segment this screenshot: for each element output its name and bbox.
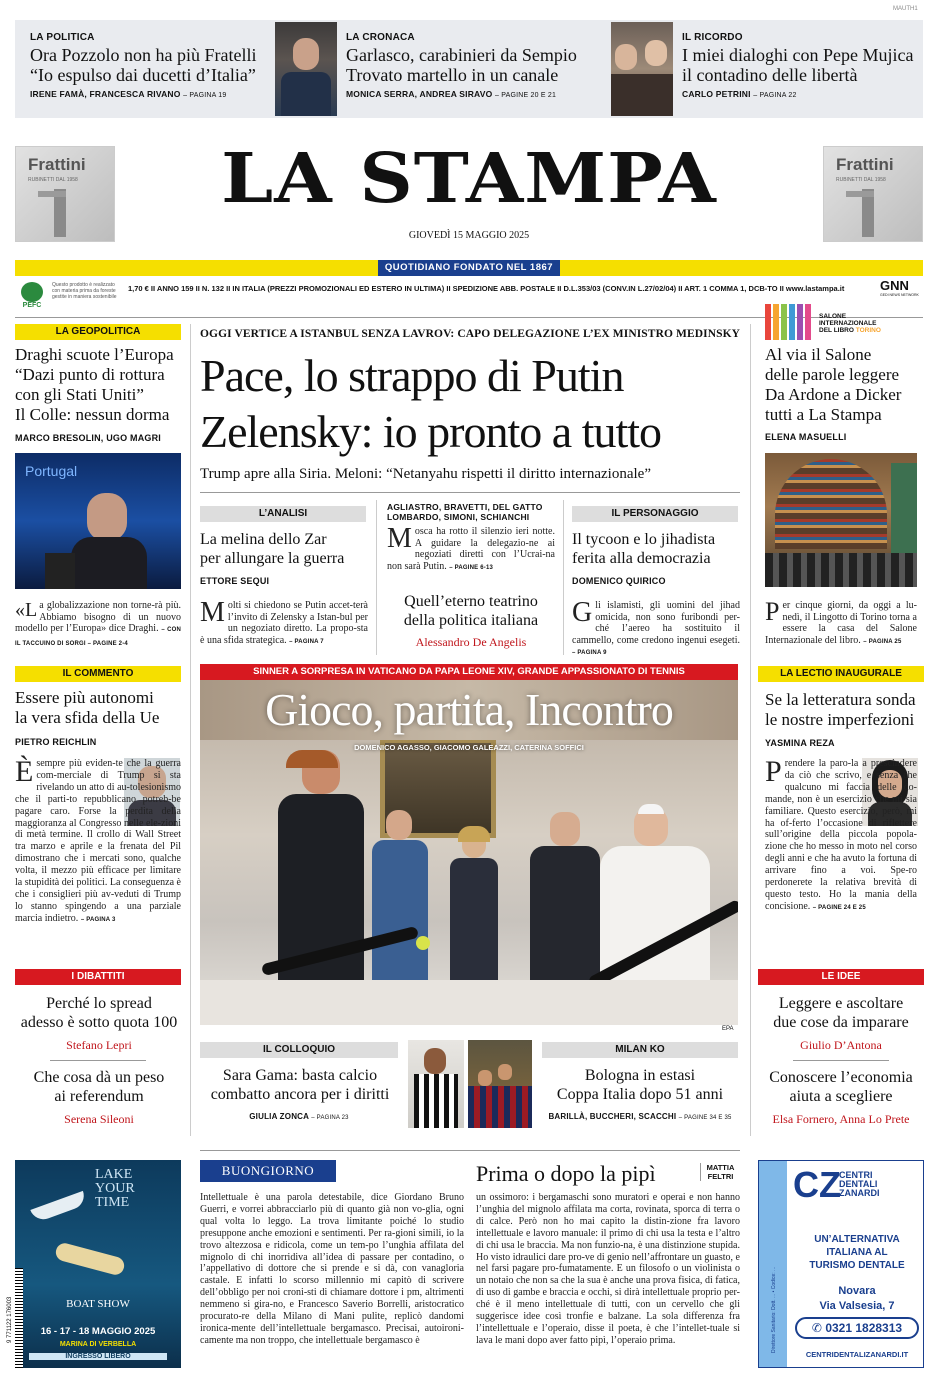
person-icon: [54, 1241, 126, 1277]
draghi-photo: Portugal: [15, 453, 181, 589]
teaser-kicker: LA CRONACA: [346, 32, 415, 43]
teaser-headline: I miei dialoghi con Pepe Mujica: [682, 45, 914, 65]
salone-photo: [765, 453, 917, 587]
geo-headline[interactable]: Draghi scuote l’Europa “Dazi punto di rottura con gli Stati Uniti” Il Colle: nessun dorma: [15, 345, 174, 424]
teaser-photo-garlasco: [275, 22, 337, 116]
bologna-photo: [468, 1040, 532, 1128]
col-rule-right: [750, 324, 751, 1136]
column-title[interactable]: Prima o dopo la pipì: [476, 1161, 656, 1186]
ad-brand: Frattini: [28, 155, 86, 174]
commento-headline[interactable]: Essere più autonomi la vera sfida della Ue: [15, 688, 160, 727]
commento-text: Èsempre più eviden-te che la guerra com-merciale di Trump si sta rivelando un atto di au-tolesionismo che il parti-to repubblicano potreb-be pagare caro. Forse la perdita della maggioranza al Congresso nelle ele-zioni di metà termine. Il crollo di Wall Street tra marzo e aprile e la frenata del Pil dimostrano che i mercati sono, qualche volta, il mezzo più efficace per limitare la stupidità dei politici. La conseguenza è che i consiglieri più av-veduti di Trump lo stanno spingendo a una parziale marcia indietro. – PAGINA 3: [15, 755, 181, 924]
ad-brand: Frattini: [836, 155, 894, 174]
ad-side-note: Direttore Sanitario: Dott. ... • Codice: ...: [771, 1266, 777, 1353]
idee-item-2[interactable]: Conoscere l’economia aiuta a scegliere Elsa Fornero, Anna Lo Prete: [769, 1069, 913, 1126]
milan-byline: BARILLÀ, BUCCHERI, SCACCHI – PAGINE 34 E 35: [548, 1112, 732, 1121]
col-rule-mid-1: [376, 500, 377, 655]
dibattiti-item-2[interactable]: Che cosa dà un peso ai referendum Serena Sileoni: [33, 1069, 165, 1126]
masthead-logo[interactable]: LA STAMPA: [221, 139, 717, 219]
floor: [200, 980, 738, 1025]
col-rule-mid-2: [563, 500, 564, 655]
section-idee: LE IDEE: [758, 969, 924, 985]
salone-byline: ELENA MASUELLI: [765, 432, 847, 442]
lead-headline-1[interactable]: Pace, lo strappo di Putin: [200, 350, 624, 401]
teaser-headline: Ora Pozzolo non ha più Fratelli: [30, 45, 257, 65]
colloquio-byline: GIULIA ZONCA – PAGINA 23: [249, 1112, 349, 1121]
teaser-byline: CARLO PETRINI – PAGINA 22: [682, 89, 797, 99]
analisi-byline: ETTORE SEQUI: [200, 576, 270, 586]
photo-kicker: SINNER A SORPRESA IN VATICANO DA PAPA LEONE XIV, GRANDE APPASSIONATO DI TENNIS: [253, 666, 685, 677]
section-buongiorno: BUONGIORNO: [200, 1160, 336, 1182]
divider: [50, 1060, 146, 1061]
divider: [793, 1060, 889, 1061]
issue-info: 1,70 € II ANNO 159 II N. 132 II IN ITALIA (PREZZI PROMOZIONALI ED ESTERO IN ULTIMA) II SPEDIZIONE ABB. POSTALE II D.L.353/03 (CONV.IN L.27/02/04) II ART. 1 COMMA 1, DCB-TO II www.lastampa.it: [128, 284, 845, 293]
milan-headline[interactable]: Bologna in estasi Coppa Italia dopo 51 anni: [556, 1067, 724, 1103]
column-text: un ossimoro: i bergamaschi sono muratori e operai e non hanno l’unghia del mignolo affilata ma corta, rovinata, sporca di terra o di calce. Però non ho mai capito la distin-zione fra lavoro intellettuale e lavoro manuale: il primo di chi usa la testa e l’altro di chi usa le braccia. Ma non funzio-na, è una distinzione stupida. Ho visto idraulici dare pro-ve di genio nell’affrontare un guasto, e nel farsi pagare pro-fumatamente. E un filosofo o un violinista o un notaio che non sa che la sua è anche una prova fisica, di fatica, di uso di gambe e braccia e occhi, si dirà intellettuale proprio per-ché è il meno intellettuale di tutti, con un cervello che gli suggerisce idee così tronfie e balzane. La sola differenza fra l’intellettuale e l’operaio, disse il poeta, è che l’intellet-tuale si lava le mani dopo aver fatto pipì, l’operaio prima.: [476, 1192, 740, 1346]
tree-icon: [21, 282, 43, 302]
ad-frattini-left[interactable]: [15, 146, 115, 242]
tennis-ball-icon: [416, 936, 430, 950]
founded-text: QUOTIDIANO FONDATO NEL 1867: [384, 262, 554, 273]
teaser-kicker: IL RICORDO: [682, 32, 743, 43]
salone-text: Per cinque giorni, da oggi a lu-nedì, il Lingotto di Torino torna a essere la casa del Salone Internazionale del libro. – PAGINA 25: [765, 597, 917, 646]
teaser-byline: MONICA SERRA, ANDREA SIRAVO – PAGINE 20 E 21: [346, 89, 557, 99]
ad-tagline: RUBINETTI DAL 1958: [836, 177, 886, 183]
pefc-note: Questo prodotto è realizzato con materia prima da foreste gestite in maniera sostenibile: [52, 282, 117, 300]
ad-tagline: RUBINETTI DAL 1958: [28, 177, 78, 183]
gnn-logo: GNN GEDI NEWS NETWORK: [880, 278, 919, 297]
idee-item-1[interactable]: Leggere e ascoltare due cose da imparare Giulio D’Antona: [773, 995, 909, 1052]
personaggio-text: Gli islamisti, gli uomini del jihad omicida, non sono furibondi per-ché l’aereo ha sostituito il cammello, come credono ingenui esegeti. – PAGINA 9: [572, 597, 740, 657]
teaser-cronaca[interactable]: [346, 32, 596, 99]
section-dibattiti: I DIBATTITI: [15, 969, 181, 985]
lead-rule: [200, 492, 740, 493]
corner-code: MAUTH1: [893, 6, 918, 12]
mid-text: Mosca ha rotto il silenzio ieri notte. A guidare la delegazio-ne ai negoziati diretti con l’Ucrai-na non sarà Putin. – PAGINE 6-13: [387, 523, 555, 572]
salone-logo: SALONE INTERNAZIONALE DEL LIBRO TORINO: [765, 304, 915, 344]
boat-icon: [30, 1191, 87, 1223]
teaser-politica[interactable]: [30, 32, 270, 99]
lectio-text: Prendere la paro-la a prescindere da ciò che scrivo, e senza che qualcuno mi faccia delle do-mande, non è un esercizio che mi sia familiare. Questo esercizio, però, mi ha of-ferto l’occasione di riflettere sull’origine della piccola popola-zione che ho messo in moto nel corso degli anni e che ha avuto la fortuna di arrivare fino a voi. Spe-ro perdonerete la relativa brevità di questo testo. Ho la mania della concisione. – PAGINE 24 E 25: [765, 755, 917, 912]
commento-byline: PIETRO REICHLIN: [15, 737, 97, 747]
lectio-byline: YASMINA REZA: [765, 738, 835, 748]
teaser-photo-mujica: [611, 22, 673, 116]
section-geopolitica: LA GEOPOLITICA: [15, 324, 181, 340]
bottom-rule: [200, 1150, 740, 1151]
teaser-headline: Garlasco, carabinieri da Sempio: [346, 45, 577, 65]
column-author: MATTIA FELTRI: [700, 1163, 740, 1181]
section-commento: IL COMMENTO: [15, 666, 181, 682]
issue-date: GIOVEDÌ 15 MAGGIO 2025: [408, 230, 530, 241]
barcode-number: 9 771122 176003: [7, 1296, 13, 1343]
lead-subtitle: Trump apre alla Siria. Meloni: “Netanyahu rispetti il diritto internazionale”: [200, 466, 651, 482]
photo-credit: EPA: [722, 1026, 734, 1032]
teaser-byline: IRENE FAMÀ, FRANCESCA RIVANO – PAGINA 19: [30, 89, 227, 99]
photo-byline: DOMENICO AGASSO, GIACOMO GALEAZZI, CATERINA SOFFICI: [354, 743, 584, 752]
ad-zanardi[interactable]: Direttore Sanitario: Dott. ... • Codice: ... CZ CENTRI DENTALI ZANARDI UN’ALTERNATIVA ITALIANA AL TURISMO DENTALE Novara Via Valsesia, 7 ✆ 0321 1828313 CENTRIDENTALIZANARDI.IT: [758, 1160, 924, 1368]
teaser-headline: Trovato martello in un canale: [346, 65, 559, 85]
lead-kicker: OGGI VERTICE A ISTANBUL SENZA LAVROV: CAPO DELEGAZIONE L’EX MINISTRO MEDINSKY: [200, 328, 741, 340]
zanardi-logo: CZ: [793, 1164, 841, 1205]
mid-byline: AGLIASTRO, BRAVETTI, DEL GATTO LOMBARDO, SIMONI, SCHIANCHI: [387, 502, 543, 522]
lectio-headline[interactable]: Se la letteratura sonda le nostre imperfezioni: [765, 690, 916, 729]
phone-icon: ✆: [811, 1321, 826, 1335]
ad-frattini-right[interactable]: [823, 146, 923, 242]
geo-quote: «La globalizzazione non torne-rà più. Abbiamo bisogno di un nuovo modello per l’Europa» dice Draghi. – CON IL TACCUINO DI SORGI – PAGINE 2-4: [15, 599, 182, 647]
barcode: [15, 1268, 23, 1368]
salone-headline[interactable]: Al via il Salone delle parole leggere Da Ardone a Dicker tutti a La Stampa: [765, 345, 902, 424]
geo-byline: MARCO BRESOLIN, UGO MAGRI: [15, 433, 161, 443]
teaser-headline: il contadino delle libertà: [682, 65, 858, 85]
teaser-kicker: LA POLITICA: [30, 32, 95, 43]
teaser-ricordo[interactable]: [682, 32, 922, 99]
gama-photo: [408, 1040, 464, 1128]
analisi-headline[interactable]: La melina dello Zar per allungare la guerra: [200, 531, 345, 567]
lead-headline-2[interactable]: Zelensky: io pronto a tutto: [200, 406, 662, 457]
personaggio-headline[interactable]: Il tycoon e lo jihadista ferita alla democrazia: [572, 531, 716, 567]
ad-boat-show[interactable]: LAKE YOUR TIME BOAT SHOW 16 - 17 - 18 MAGGIO 2025 MARINA DI VERBELLA INGRESSO LIBERO: [15, 1160, 181, 1368]
mid-commentary[interactable]: Quell’eterno teatrino della politica italiana Alessandro De Angelis: [403, 593, 539, 649]
analisi-text: Molti si chiedono se Putin accet-terà l’invito di Zelensky a Istan-bul per un negoziato diretto. La propo-sta è una sfida strategica. – PAGINA 7: [200, 597, 368, 646]
pefc-logo: PEFC: [16, 282, 48, 314]
section-milan: MILAN KO: [542, 1042, 738, 1058]
personaggio-byline: DOMENICO QUIRICO: [572, 576, 666, 586]
col-rule-left: [190, 324, 191, 1136]
buongiorno-text: Intellettuale è una parola detestabile, dice Giordano Bruno Guerri, e vorrei abbracciarlo più di quanto già non vo-glia, ogni qual volta lo leggo. La trova limitante poiché lo studio presuppone anche emozioni e sentimenti. Per ra-gioni simili, io la trovo altezzosa e ridicola, come un tem-po l’unghia affilata del mignolo di chi inorridiva all’idea di passare per contadino, o l’appellativo di dottore che si prende e si dà, con vanagloria castale. E infatti lo scorso millennio mi capitò di scrivere dell’obbligo per noi croni-sti di chiamare dottore i pm, altrimenti nemmeno si gira-no, e Francesco Saverio Borrelli, aristocratico procurato-re della Milano di Mani pulite, replicò dandomi ironica-mente dell’intellettuale bergamasco. Precisai, autoironi-camente ma non troppo, che intellettuale bergamasco è: [200, 1192, 464, 1346]
photo-title[interactable]: Gioco, partita, Incontro: [265, 684, 673, 735]
section-personaggio: IL PERSONAGGIO: [572, 506, 738, 522]
section-analisi: L’ANALISI: [200, 506, 366, 522]
colloquio-headline[interactable]: Sara Gama: basta calcio combatto ancora per i diritti: [210, 1067, 390, 1103]
dibattiti-item-1[interactable]: Perché lo spread adesso è sotto quota 100 Stefano Lepri: [20, 995, 178, 1052]
section-lectio: LA LECTIO INAUGURALE: [758, 666, 924, 682]
phone-number[interactable]: ✆ 0321 1828313: [795, 1317, 919, 1339]
teaser-headline: “Io espulso dai ducetti d’Italia”: [30, 65, 256, 85]
section-colloquio: IL COLLOQUIO: [200, 1042, 398, 1058]
